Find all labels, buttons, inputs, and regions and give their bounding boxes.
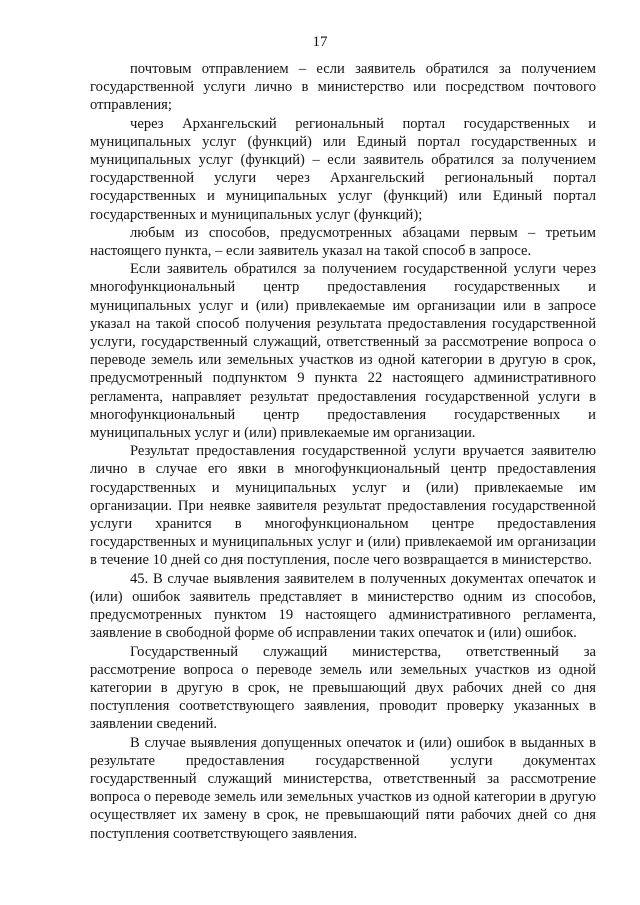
paragraph-postal-delivery: почтовым отправлением – если заявитель обратился за получением государственной услуги лично в министерство или посредством почтового отправления;: [90, 61, 596, 114]
paragraph-mfc-handover: Результат предоставления государственной услуги вручается заявителю лично в случае его явки в многофункциональный центр предоставления государственных и муниципальных услуг и (или) привлекаемые им организации. При неявке заявителя результат предоставления государственной услуги хранится в многофункциональном центре предоставления государственных и муниципальных услуг и (или) привлекаемой им организации в течение 10 дней со дня поступления, после чего возвращается в министерство.: [90, 443, 596, 569]
paragraph-any-method: любым из способов, предусмотренных абзацами первым – третьим настоящего пункта, – если заявитель указал на такой способ в запросе.: [90, 224, 596, 260]
paragraph-portal-delivery: через Архангельский региональный портал государственных и муниципальных услуг (функций) или Единый портал государственных и муниципальных услуг (функций) – если заявитель обратился за получением государственной услуги через Архангельский региональный портал государственных и муниципальных услуг (функций) или Единый портал государственных и муниципальных услуг (функций);: [90, 115, 596, 223]
paragraph-item-45: 45. В случае выявления заявителем в полученных документах опечаток и (или) ошибок заявитель представляет в министерство одним из способов, предусмотренных пунктом 19 настоящего административного регламента, заявление в свободной форме об исправлении таких опечаток и (или) ошибок.: [90, 570, 596, 642]
document-body: [90, 60, 596, 843]
paragraph-mfc-delivery: Если заявитель обратился за получением государственной услуги через многофункциональный центр предоставления государственных и муниципальных услуг и (или) привлекаемые им организации или в запросе указал на такой способ получения результата предоставления государственной услуги, государственный служащий, ответственный за рассмотрение вопроса о переводе земель или земельных участков из одной категории в другую в срок, предусмотренный подпунктом 9 пункта 22 настоящего административного регламента, направляет результат предоставления государственной услуги в многофункциональный центр предоставления государственных и муниципальных услуг и (или) привлекаемые им организации.: [90, 261, 596, 442]
page-number: 17: [312, 34, 328, 50]
paragraph-replacement: В случае выявления допущенных опечаток и (или) ошибок в выданных в результате предоставления государственной услуги документах государственный служащий министерства, ответственный за рассмотрение вопроса о переводе земель или земельных участков из одной категории в другую осуществляет их замену в срок, не превышающий пяти рабочих дней со дня поступления соответствующего заявления.: [90, 734, 596, 842]
paragraph-verification: Государственный служащий министерства, ответственный за рассмотрение вопроса о переводе земель или земельных участков из одной категории в другую в срок, не превышающий двух рабочих дней со дня поступления соответствующего заявления, проводит проверку указанных в заявлении сведений.: [90, 643, 596, 733]
